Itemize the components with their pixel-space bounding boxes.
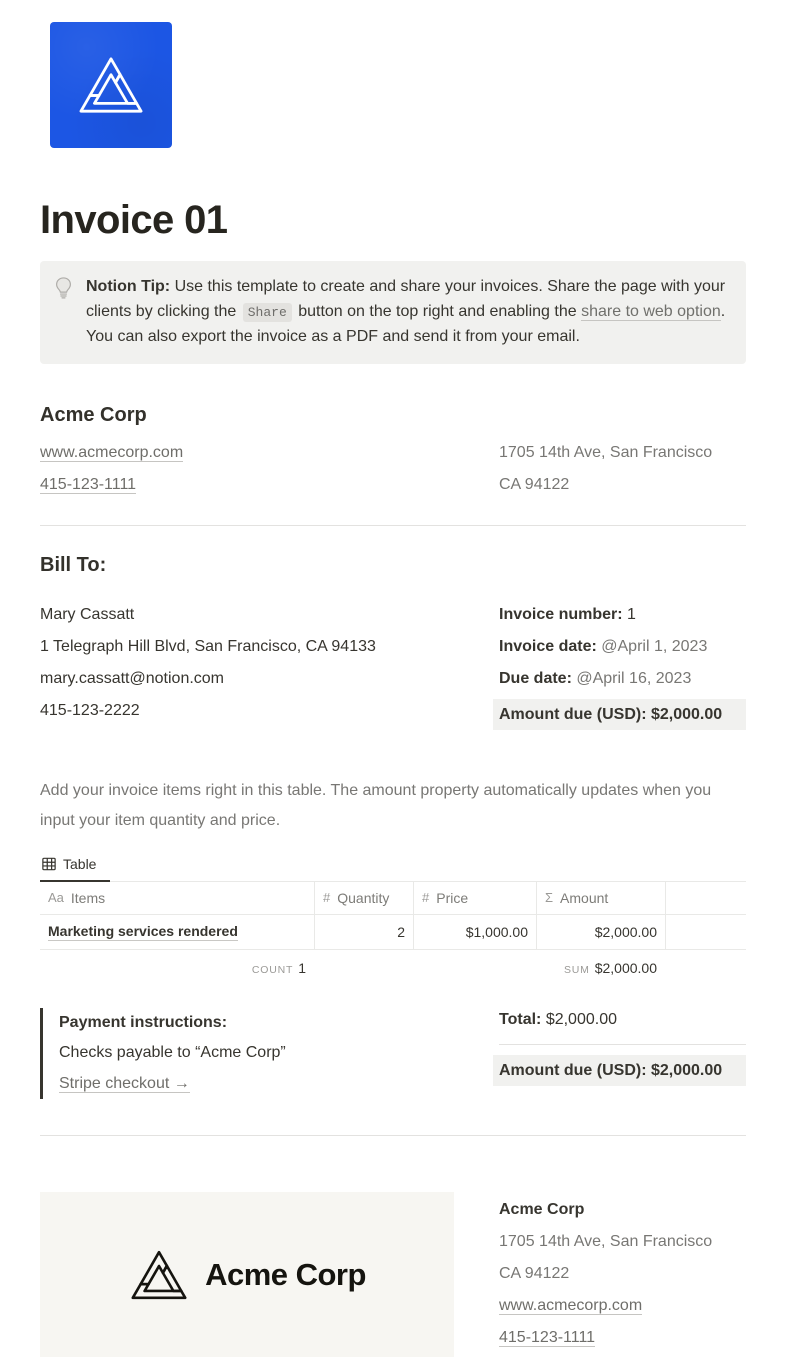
payment-heading: Payment instructions:	[59, 1013, 228, 1031]
sum-value: $2,000.00	[594, 959, 657, 976]
footer-section	[40, 1192, 746, 1357]
count-label: COUNT	[251, 963, 294, 976]
total-value: $2,000.00	[545, 1010, 617, 1028]
bill-to-address: 1 Telegraph Hill Blvd, San Francisco, CA 94133	[40, 637, 376, 655]
footer-address-line2: CA 94122	[499, 1265, 570, 1282]
invoice-date-mention[interactable]: @April 1, 2023	[601, 637, 708, 655]
company-name-heading: Acme Corp	[40, 403, 147, 426]
amount-due-value: $2,000.00	[650, 705, 723, 723]
amount-due-highlight	[493, 699, 746, 730]
footer-website-row	[499, 1290, 746, 1322]
table-aggregates-row	[40, 950, 746, 990]
column-label-amount: Amount	[560, 889, 609, 906]
footer-company-name: Acme Corp	[499, 1201, 585, 1218]
payment-line: Checks payable to “Acme Corp”	[59, 1044, 286, 1061]
amount-due-total-value: $2,000.00	[650, 1061, 723, 1079]
bill-to-name: Mary Cassatt	[40, 605, 135, 623]
footer-phone-link[interactable]: 415-123-1111	[499, 1329, 596, 1346]
cell-amount[interactable]: $2,000.00	[536, 915, 665, 949]
column-header-price[interactable]	[413, 882, 536, 914]
tab-table-label: Table	[63, 855, 97, 872]
notion-tip-callout	[40, 261, 746, 364]
amount-due-total-label: Amount due (USD):	[499, 1061, 647, 1079]
database-view-tabs	[40, 850, 746, 882]
cell-price[interactable]: $1,000.00	[413, 915, 536, 949]
column-header-items[interactable]	[40, 882, 314, 914]
number-property-icon: #	[422, 890, 430, 905]
invoice-number-label: Invoice number:	[499, 605, 623, 623]
footer-logo-image	[40, 1192, 454, 1357]
table-row	[40, 915, 746, 950]
total-row	[499, 1008, 746, 1032]
page-title[interactable]: Invoice 01	[40, 198, 228, 242]
column-label-price: Price	[436, 889, 469, 906]
payment-instructions-quote	[40, 1008, 499, 1100]
due-date-row	[499, 663, 746, 695]
cell-extra[interactable]	[665, 915, 746, 949]
number-property-icon: #	[323, 890, 331, 905]
stripe-checkout-link[interactable]: Stripe checkout →	[59, 1074, 190, 1092]
footer-phone-row	[499, 1322, 746, 1354]
company-website-link[interactable]: www.acmecorp.com	[40, 443, 184, 461]
formula-property-icon: Σ	[545, 890, 554, 905]
cell-quantity[interactable]: 2	[314, 915, 413, 949]
row-title-link[interactable]: Marketing services rendered	[48, 922, 238, 939]
footer-address-line1: 1705 14th Ave, San Francisco	[499, 1233, 713, 1250]
sum-aggregate[interactable]	[536, 956, 665, 982]
amount-due-label: Amount due (USD):	[499, 705, 647, 723]
lightbulb-icon	[54, 275, 76, 350]
share-to-web-link[interactable]: share to web option	[581, 302, 721, 320]
column-header-amount[interactable]	[536, 882, 665, 914]
callout-segment-1: Use this template to create and share your invoices. Share the page with your clients by clicking the	[86, 278, 726, 320]
invoice-number-value: 1	[627, 605, 636, 623]
column-header-quantity[interactable]	[314, 882, 413, 914]
penrose-triangle-icon	[76, 54, 146, 116]
callout-text	[86, 275, 730, 350]
page-icon-tile[interactable]	[50, 22, 172, 148]
penrose-triangle-icon	[128, 1248, 190, 1302]
items-intro-paragraph: Add your invoice items right in this table. The amount property automatically updates when you input your item quantity and price.	[40, 781, 712, 829]
company-address-line1: 1705 14th Ave, San Francisco	[499, 443, 713, 461]
callout-bold-text: Notion Tip:	[86, 278, 171, 295]
bill-to-email: mary.cassatt@notion.com	[40, 669, 225, 687]
footer-website-link[interactable]: www.acmecorp.com	[499, 1297, 643, 1314]
count-aggregate[interactable]	[40, 956, 314, 982]
total-label: Total:	[499, 1010, 542, 1028]
invoice-date-label: Invoice date:	[499, 637, 597, 655]
sum-label: SUM	[563, 963, 590, 976]
company-website-row	[40, 437, 499, 469]
due-date-mention[interactable]: @April 16, 2023	[576, 669, 692, 687]
count-value: 1	[298, 959, 306, 976]
tab-table-view[interactable]	[40, 850, 110, 882]
table-view-icon	[42, 857, 56, 871]
invoice-date-row	[499, 631, 746, 663]
text-property-icon: Aa	[48, 890, 64, 905]
totals-divider	[499, 1044, 746, 1045]
footer-divider	[40, 1135, 746, 1136]
column-header-extra[interactable]	[665, 882, 746, 914]
column-label-quantity: Quantity	[337, 889, 390, 906]
company-phone-link[interactable]: 415-123-1111	[40, 475, 137, 493]
invoice-number-row	[499, 599, 746, 631]
company-phone-row	[40, 469, 499, 501]
company-address-line2: CA 94122	[499, 475, 570, 493]
bill-to-phone: 415-123-2222	[40, 701, 140, 719]
column-label-items: Items	[70, 889, 106, 906]
callout-segment-2: button on the top right and enabling the	[293, 302, 582, 320]
bill-to-heading: Bill To:	[40, 553, 107, 576]
callout-segment-3: . You can also export the invoice as a PDF and send it from your email.	[86, 302, 726, 345]
items-table	[40, 882, 746, 990]
share-inline-code: Share	[243, 303, 292, 322]
cell-items[interactable]	[40, 915, 314, 949]
table-header-row	[40, 882, 746, 915]
footer-logo-wordmark: Acme Corp	[205, 1256, 366, 1292]
due-date-label: Due date:	[499, 669, 572, 687]
amount-due-total-highlight	[493, 1055, 746, 1086]
section-divider	[40, 525, 746, 526]
